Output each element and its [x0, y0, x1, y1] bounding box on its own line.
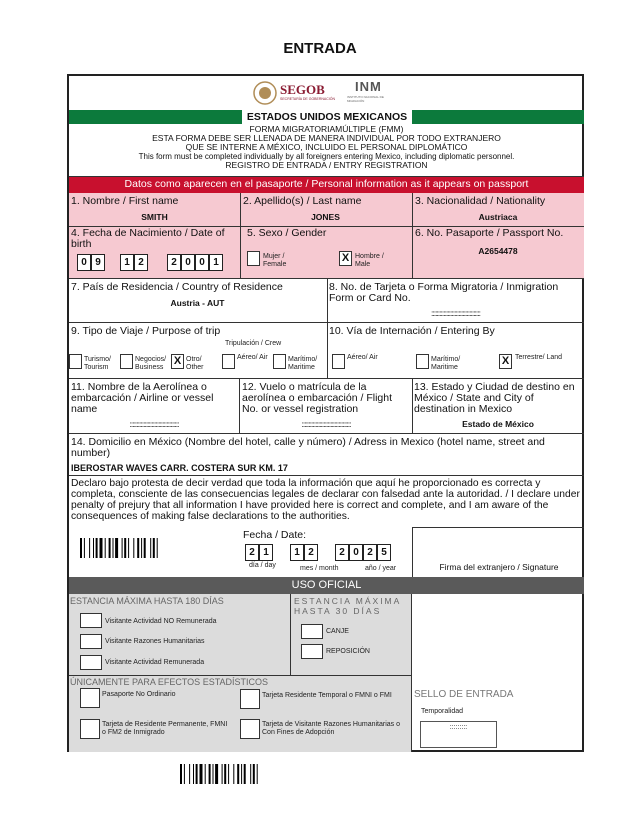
- barcode-bar: [200, 764, 203, 784]
- barcode-bar: [224, 764, 226, 784]
- trip-crew-maritime-label: Marítimo/ Maritime: [288, 356, 318, 371]
- segob-logo: [253, 80, 335, 106]
- declaration-text: Declaro bajo protesta de decir verdad que toda la información que aquí he proporcionado es correcta y completa, consciente de las consecuencias legales de declarar con falsedad ante la autoridad. / I declare under penalty of prejury that all information I have provided here is correct and complete, and I am aware of the consequences of making false declarations to the authorities.: [71, 478, 580, 522]
- stat-temp-label: Tarjeta Residente Temporal o FMNI o FMI: [262, 692, 392, 699]
- date-digit[interactable]: 1: [259, 544, 273, 561]
- date-year-caption: año / year: [365, 565, 397, 572]
- barcode-bar: [157, 538, 158, 558]
- barcode-bar: [205, 764, 206, 784]
- segob-logo-text: SEGOB: [280, 82, 325, 97]
- opt-rem-label: Visitante Actividad Remunerada: [105, 659, 205, 666]
- dob-digit[interactable]: 1: [120, 254, 134, 271]
- airline-value[interactable]: ::::::::::::::::::::::::::::::::::::: [129, 419, 179, 429]
- header-line-2: ESTA FORMA DEBE SER LLENADA DE MANERA INDIVIDUAL POR TODO EXTRANJERO: [152, 133, 501, 143]
- rule: [327, 278, 328, 378]
- barcode-bar: [80, 538, 82, 558]
- canje-label: CANJE: [326, 628, 349, 635]
- barcode-icon: [80, 538, 224, 558]
- entry-air-label: Aéreo/ Air: [347, 354, 378, 361]
- stay-30-title: ESTANCIA MÁXIMA HASTA 30 DÍAS: [294, 596, 401, 616]
- barcode-bar: [233, 764, 234, 784]
- date-digit[interactable]: 2: [363, 544, 377, 561]
- last-name-value[interactable]: JONES: [311, 212, 340, 222]
- nationality-label: 3. Nacionalidad / Nationality: [415, 195, 546, 207]
- date-day-caption: día / day: [249, 562, 276, 569]
- barcode-bar: [100, 538, 103, 558]
- rule: [412, 193, 413, 278]
- entry-land-label: Terrestre/ Land: [515, 354, 563, 361]
- reposicion-checkbox[interactable]: [301, 644, 323, 659]
- barcode-bar: [244, 764, 246, 784]
- opt-human-checkbox[interactable]: [80, 634, 102, 649]
- barcode-bar: [113, 538, 114, 558]
- rule: [411, 594, 412, 752]
- airline-label: 11. Nombre de la Aerolínea o embarcación / Airline or vessel name: [71, 381, 214, 415]
- barcode-bar: [180, 764, 182, 784]
- barcode-bar: [122, 538, 123, 558]
- residence-label: 7. País de Residencia / Country of Residence: [71, 281, 283, 293]
- temporalidad-value: :::::::::: [449, 724, 468, 731]
- date-digit[interactable]: 2: [335, 544, 349, 561]
- stat-temp-checkbox[interactable]: [240, 689, 260, 709]
- entry-maritime-checkbox[interactable]: [416, 354, 429, 369]
- passport-label: 6. No. Pasaporte / Passport No.: [415, 227, 564, 239]
- rule: [412, 527, 584, 528]
- rule: [69, 176, 584, 177]
- barcode-bar: [253, 764, 255, 784]
- date-digit[interactable]: 5: [377, 544, 391, 561]
- entry-seal-label: SELLO DE ENTRADA: [414, 689, 514, 700]
- rule: [69, 433, 584, 434]
- opt-no-rem-label: Visitante Actividad NO Remunerada: [105, 618, 217, 625]
- stat-passport-checkbox[interactable]: [80, 688, 100, 708]
- reposicion-label: REPOSICIÓN: [326, 648, 370, 655]
- stat-visitor-label: Tarjeta de Visitante Razones Humanitarias o Con Fines de Adopción: [262, 721, 401, 736]
- rule: [240, 193, 241, 278]
- barcode-bar: [153, 538, 155, 558]
- barcode-bar: [128, 538, 129, 558]
- eagle-seal-icon: [253, 81, 277, 105]
- barcode-bar: [250, 764, 251, 784]
- barcode-bar: [109, 538, 111, 558]
- trip-business-label: Negocios/ Business: [135, 356, 167, 371]
- address-value[interactable]: IBEROSTAR WAVES CARR. COSTERA SUR KM. 17: [71, 463, 288, 473]
- card-label: 8. No. de Tarjeta o Forma Migratoria / Inmigration Form or Card No.: [329, 281, 559, 304]
- inm-logo-text: INM: [355, 79, 382, 94]
- passport-info-band: Datos como aparecen en el pasaporte / Personal information as it appears on passport: [69, 177, 584, 193]
- flight-label: 12. Vuelo o matrícula de la aerolínea o embarcación / Flight No. or vessel registration: [242, 381, 392, 415]
- rule: [412, 527, 413, 577]
- first-name-label: 1. Nombre / First name: [71, 195, 179, 207]
- barcode-bar: [141, 538, 142, 558]
- barcode-bar: [96, 538, 98, 558]
- barcode-bar: [150, 538, 151, 558]
- barcode-bar: [144, 538, 146, 558]
- barcode-bottom-icon: [180, 764, 324, 784]
- entry-air-checkbox[interactable]: [332, 354, 345, 369]
- signature-label[interactable]: Firma del extranjero / Signature: [439, 562, 559, 572]
- dob-digit[interactable]: 2: [134, 254, 148, 271]
- barcode-bar: [241, 764, 242, 784]
- date-digit[interactable]: 0: [349, 544, 363, 561]
- entry-maritime-label: Marítimo/ Maritime: [431, 356, 461, 371]
- country-title: ESTADOS UNIDOS MEXICANOS: [246, 111, 408, 123]
- entry-label: 10. Vía de Internación / Entering By: [329, 325, 495, 337]
- official-use-band: USO OFICIAL: [69, 577, 584, 594]
- trip-other-label: Otro/ Other: [186, 356, 204, 371]
- barcode-bar: [209, 764, 211, 784]
- inm-logo-subtext: INSTITUTO NACIONAL DE MIGRACIÓN: [347, 95, 384, 103]
- residence-value[interactable]: Austria - AUT: [170, 298, 225, 308]
- date-digit[interactable]: 1: [290, 544, 304, 561]
- stat-perm-checkbox[interactable]: [80, 719, 100, 739]
- opt-human-label: Visitante Razones Humanitarias: [105, 638, 205, 645]
- migration-form: [67, 74, 584, 752]
- trip-crew-maritime-checkbox[interactable]: [273, 354, 286, 369]
- header-line-1: FORMA MIGRATORIAMÚLTIPLE (FMM): [249, 124, 404, 134]
- header-line-4: This form must be completed individually by all foreigners entering Mexico, including diplomatic personnel.: [138, 152, 515, 161]
- sex-male-checkbox[interactable]: X: [339, 251, 352, 266]
- trip-tourism-label: Turismo/ Tourism: [84, 356, 111, 371]
- trip-other-checkbox[interactable]: X: [171, 354, 184, 369]
- page-title: ENTRADA: [283, 40, 357, 57]
- barcode-bar: [237, 764, 239, 784]
- date-month-caption: mes / month: [300, 565, 339, 572]
- last-name-label: 2. Apellido(s) / Last name: [243, 195, 362, 207]
- rule: [69, 226, 584, 227]
- dob-digit[interactable]: 1: [209, 254, 223, 271]
- dob-digit[interactable]: 0: [181, 254, 195, 271]
- trip-label: 9. Tipo de Viaje / Purpose of trip: [71, 325, 221, 337]
- segob-logo-subtext: SECRETARÍA DE GOBERNACIÓN: [280, 97, 335, 101]
- date-label: Fecha / Date:: [243, 529, 307, 541]
- trip-tourism-checkbox[interactable]: [69, 354, 82, 369]
- stat-visitor-checkbox[interactable]: [240, 719, 260, 739]
- barcode-bar: [213, 764, 214, 784]
- sex-male-label: Hombre / Male: [355, 253, 384, 268]
- opt-rem-checkbox[interactable]: [80, 655, 102, 670]
- first-name-value[interactable]: SMITH: [141, 212, 168, 222]
- barcode-bar: [193, 764, 194, 784]
- stats-title: ÚNICAMENTE PARA EFECTOS ESTADÍSTICOS: [70, 677, 269, 687]
- barcode-bar: [93, 538, 94, 558]
- barcode-bar: [124, 538, 126, 558]
- canje-checkbox[interactable]: [301, 624, 323, 639]
- barcode-bar: [196, 764, 198, 784]
- barcode-bar: [89, 538, 90, 558]
- inm-logo: [347, 79, 397, 105]
- barcode-bar: [137, 538, 139, 558]
- temporalidad-label: Temporalidad: [421, 708, 464, 715]
- trip-business-checkbox[interactable]: [120, 354, 133, 369]
- stat-passport-label: Pasaporte No Ordinario: [102, 691, 176, 698]
- rule: [69, 378, 584, 379]
- flight-value[interactable]: ::::::::::::::::::::::::::::::::::::: [301, 419, 351, 429]
- sex-label: 5. Sexo / Gender: [247, 227, 327, 239]
- barcode-bar: [105, 538, 106, 558]
- barcode-bar: [115, 538, 118, 558]
- date-digit[interactable]: 2: [304, 544, 318, 561]
- dob-digit[interactable]: 9: [91, 254, 105, 271]
- barcode-bar: [189, 764, 190, 784]
- barcode-bar: [228, 764, 229, 784]
- opt-no-rem-checkbox[interactable]: [80, 613, 102, 628]
- sex-female-label: Mujer / Female: [263, 253, 287, 268]
- rule: [290, 594, 291, 675]
- barcode-bar: [133, 538, 134, 558]
- green-band-left: [69, 110, 242, 124]
- dob-digit[interactable]: 0: [195, 254, 209, 271]
- crew-label: Tripulación / Crew: [225, 340, 282, 347]
- green-band-right: [412, 110, 584, 124]
- barcode-bar: [222, 764, 223, 784]
- rule: [412, 378, 413, 433]
- rule: [69, 675, 411, 676]
- header-line-5: REGISTRO DE ENTRADA / ENTRY REGISTRATION: [225, 160, 428, 170]
- card-value[interactable]: ::::::::::::::::::::::::::::::::::::: [430, 308, 481, 318]
- state-label: 13. Estado y Ciudad de destino en México / State and City of destination in Mexico: [414, 381, 575, 415]
- header-line-3: QUE SE INTERNE A MÉXICO, INCLUIDO EL PERSONAL DIPLOMÁTICO: [185, 142, 468, 152]
- state-value[interactable]: Estado de México: [462, 419, 534, 429]
- nationality-value[interactable]: Austriaca: [478, 212, 518, 222]
- barcode-bar: [257, 764, 258, 784]
- trip-crew-air-label: Aéreo/ Air: [237, 354, 268, 361]
- date-digit[interactable]: 2: [245, 544, 259, 561]
- dob-digit[interactable]: 0: [77, 254, 91, 271]
- sex-female-checkbox[interactable]: [247, 251, 260, 266]
- rule: [239, 378, 240, 433]
- barcode-bar: [184, 764, 185, 784]
- barcode-bar: [84, 538, 85, 558]
- entry-land-checkbox[interactable]: X: [499, 354, 512, 369]
- stat-perm-label: Tarjeta de Residente Permanente, FMNI o FM2 de Inmigrado: [102, 721, 228, 736]
- barcode-bar: [215, 764, 218, 784]
- temporalidad-box[interactable]: [420, 721, 497, 748]
- dob-digit[interactable]: 2: [167, 254, 181, 271]
- address-label: 14. Domicilio en México (Nombre del hotel, calle y número) / Adress in Mexico (hotel name, street and number): [71, 436, 545, 459]
- trip-crew-air-checkbox[interactable]: [222, 354, 235, 369]
- dob-label: 4. Fecha de Nacimiento / Date of birth: [71, 227, 225, 250]
- rule: [69, 475, 584, 476]
- passport-value[interactable]: A2654478: [478, 246, 518, 256]
- stay-180-title: ESTANCIA MÁXIMA HASTA 180 DÍAS: [70, 596, 224, 606]
